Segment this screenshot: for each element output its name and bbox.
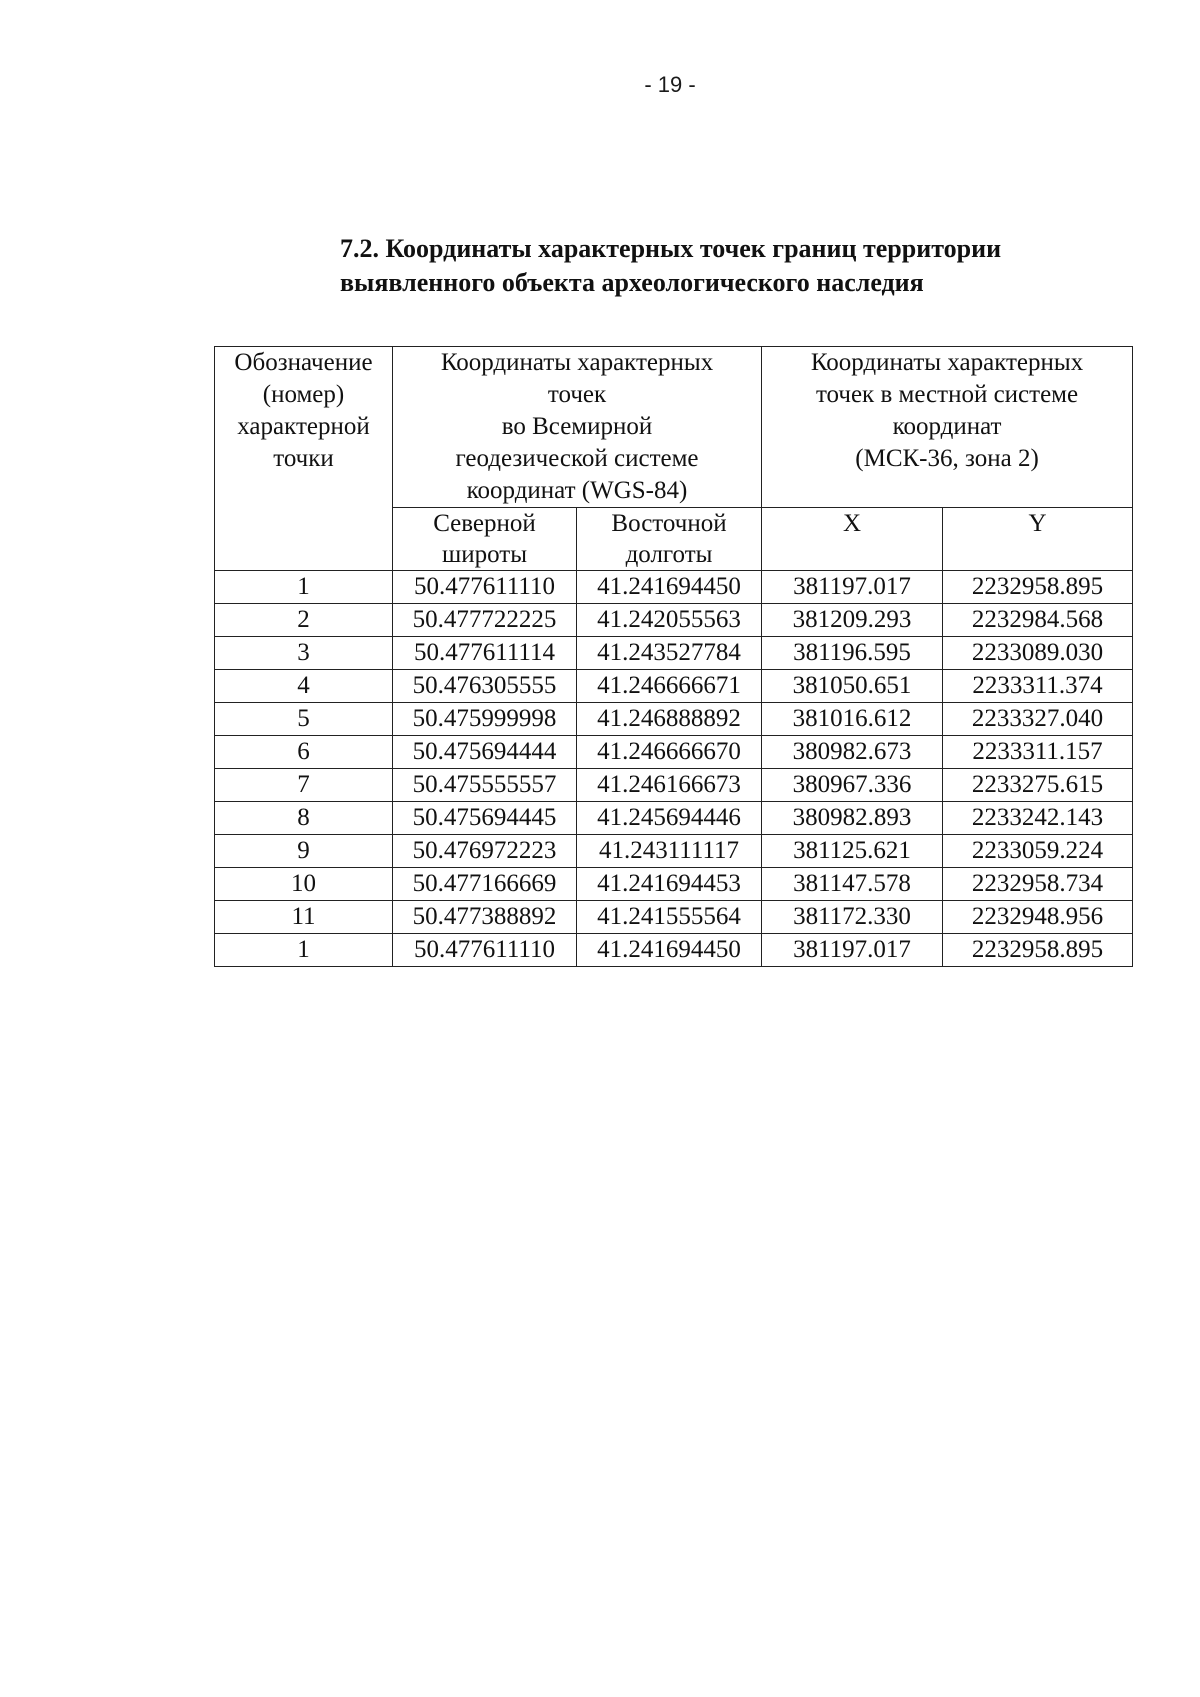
cell-longitude: 41.241694453 <box>577 868 762 901</box>
cell-point-number: 11 <box>215 901 393 934</box>
cell-longitude: 41.246666670 <box>577 736 762 769</box>
table-row <box>215 670 1133 703</box>
cell-latitude: 50.476305555 <box>393 670 577 703</box>
cell-point-number: 1 <box>215 934 393 967</box>
cell-y: 2233242.143 <box>943 802 1133 835</box>
cell-latitude: 50.477166669 <box>393 868 577 901</box>
header-longitude: Восточной долготы <box>577 508 762 571</box>
cell-longitude: 41.243527784 <box>577 637 762 670</box>
cell-point-number: 5 <box>215 703 393 736</box>
header-point-designation: Обозначение (номер) характерной точки <box>215 347 393 571</box>
section-title <box>340 232 1160 300</box>
cell-latitude: 50.477388892 <box>393 901 577 934</box>
table-row <box>215 802 1133 835</box>
cell-x: 380967.336 <box>762 769 943 802</box>
cell-longitude: 41.246888892 <box>577 703 762 736</box>
table-header-row <box>215 347 1133 508</box>
coordinates-table <box>214 346 1133 967</box>
cell-point-number: 8 <box>215 802 393 835</box>
cell-longitude: 41.245694446 <box>577 802 762 835</box>
table-row <box>215 868 1133 901</box>
cell-y: 2232984.568 <box>943 604 1133 637</box>
header-y: Y <box>943 508 1133 571</box>
cell-x: 381147.578 <box>762 868 943 901</box>
cell-x: 381125.621 <box>762 835 943 868</box>
cell-y: 2233311.157 <box>943 736 1133 769</box>
cell-y: 2232958.895 <box>943 934 1133 967</box>
cell-y: 2233275.615 <box>943 769 1133 802</box>
page-number: - 19 - <box>644 72 696 97</box>
cell-y: 2233311.374 <box>943 670 1133 703</box>
cell-x: 381196.595 <box>762 637 943 670</box>
cell-point-number: 3 <box>215 637 393 670</box>
cell-x: 381172.330 <box>762 901 943 934</box>
section-title-line-2: выявленного объекта археологического наследия <box>340 268 924 297</box>
table-row <box>215 769 1133 802</box>
cell-x: 381197.017 <box>762 934 943 967</box>
cell-latitude: 50.475555557 <box>393 769 577 802</box>
cell-longitude: 41.241694450 <box>577 571 762 604</box>
cell-latitude: 50.477611110 <box>393 934 577 967</box>
table-row <box>215 736 1133 769</box>
cell-x: 381050.651 <box>762 670 943 703</box>
cell-latitude: 50.475999998 <box>393 703 577 736</box>
cell-latitude: 50.476972223 <box>393 835 577 868</box>
cell-latitude: 50.475694444 <box>393 736 577 769</box>
cell-y: 2232958.734 <box>943 868 1133 901</box>
cell-latitude: 50.477611110 <box>393 571 577 604</box>
cell-longitude: 41.246666671 <box>577 670 762 703</box>
cell-latitude: 50.477611114 <box>393 637 577 670</box>
cell-x: 380982.893 <box>762 802 943 835</box>
cell-x: 381016.612 <box>762 703 943 736</box>
cell-longitude: 41.241555564 <box>577 901 762 934</box>
cell-x: 380982.673 <box>762 736 943 769</box>
cell-point-number: 7 <box>215 769 393 802</box>
cell-point-number: 6 <box>215 736 393 769</box>
table-row <box>215 604 1133 637</box>
cell-point-number: 10 <box>215 868 393 901</box>
header-wgs84-coordinates: Координаты характерных точек во Всемирной геодезической системе координат (WGS-84) <box>393 347 762 508</box>
table-row <box>215 901 1133 934</box>
table-row <box>215 571 1133 604</box>
cell-y: 2233327.040 <box>943 703 1133 736</box>
header-latitude: Северной широты <box>393 508 577 571</box>
table-body <box>215 571 1133 967</box>
cell-longitude: 41.241694450 <box>577 934 762 967</box>
cell-y: 2233059.224 <box>943 835 1133 868</box>
cell-latitude: 50.475694445 <box>393 802 577 835</box>
table-row <box>215 703 1133 736</box>
cell-point-number: 1 <box>215 571 393 604</box>
cell-point-number: 2 <box>215 604 393 637</box>
cell-latitude: 50.477722225 <box>393 604 577 637</box>
header-msk36-coordinates: Координаты характерных точек в местной системе координат (МСК-36, зона 2) <box>762 347 1133 508</box>
cell-point-number: 4 <box>215 670 393 703</box>
section-title-line-1: 7.2. Координаты характерных точек границ территории <box>340 234 1002 263</box>
cell-y: 2232958.895 <box>943 571 1133 604</box>
cell-y: 2233089.030 <box>943 637 1133 670</box>
table-row <box>215 835 1133 868</box>
cell-point-number: 9 <box>215 835 393 868</box>
cell-y: 2232948.956 <box>943 901 1133 934</box>
cell-longitude: 41.242055563 <box>577 604 762 637</box>
table-row <box>215 934 1133 967</box>
cell-longitude: 41.246166673 <box>577 769 762 802</box>
cell-x: 381209.293 <box>762 604 943 637</box>
cell-x: 381197.017 <box>762 571 943 604</box>
table-row <box>215 637 1133 670</box>
header-x: X <box>762 508 943 571</box>
cell-longitude: 41.243111117 <box>577 835 762 868</box>
